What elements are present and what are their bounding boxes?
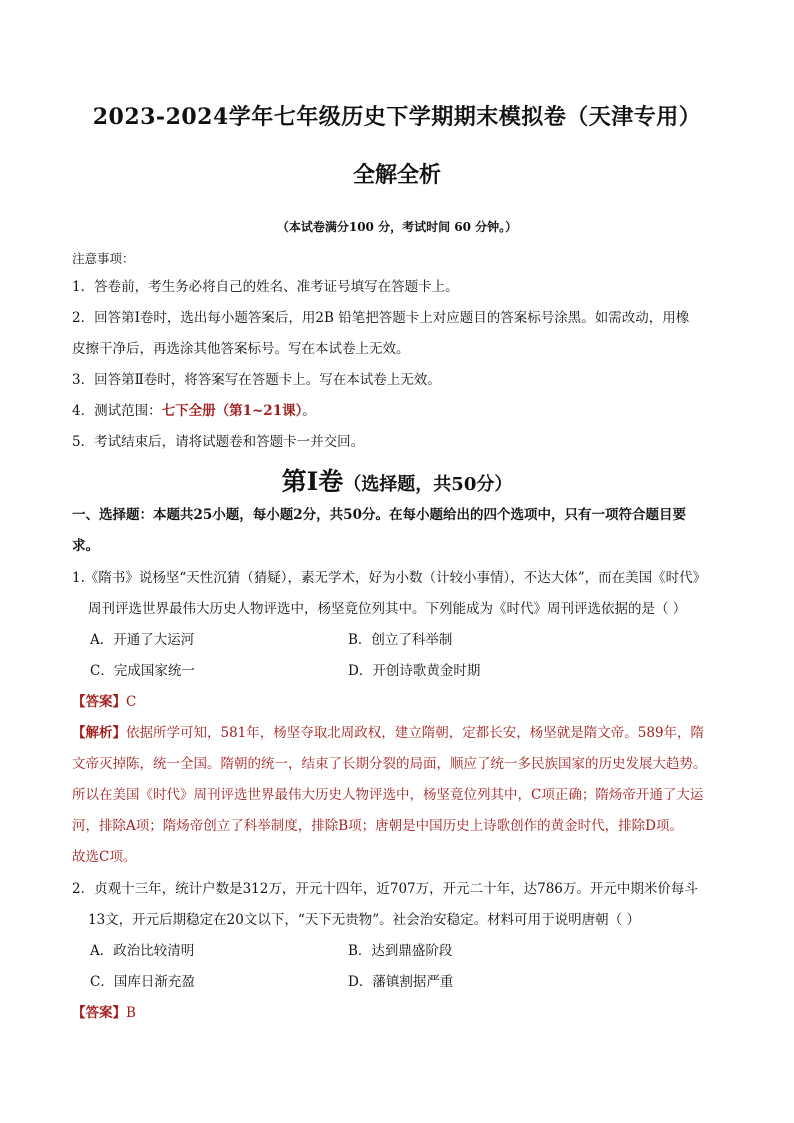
q1-analysis-line-3: 所以在美国《时代》周刊评选世界最伟大历史人物评选中，杨坚竟位列其中，C项正确；隋炀帝开通了大运 [72, 787, 704, 803]
answer-tag: 【答案】 [72, 694, 126, 710]
q1-analysis-line-1 [72, 723, 752, 743]
answer-tag: 【答案】 [72, 1005, 126, 1021]
q1-analysis-line-4: 河，排除A项；隋炀帝创立了科举制度，排除B项；唐朝是中国历史上诗歌创作的黄金时代，排除D项。 [72, 818, 683, 834]
section-heading [0, 462, 794, 498]
q1-answer-value: C [126, 694, 137, 710]
q2-option-b: B．达到鼎盛阶段 [348, 943, 453, 959]
q1-option-d: D．开创诗歌黄金时期 [348, 663, 481, 679]
page-subtitle: 全解全析 [352, 162, 441, 188]
page-title: 2023-2024学年七年级历史下学期期末模拟卷（天津专用） [92, 104, 702, 130]
exam-note: （本试卷满分100 分，考试时间 60 分钟。） [276, 220, 518, 234]
q1-stem-line-1: 1.《隋书》说杨坚“天性沉猜（猜疑），素无学术，好为小数（计较小事情），不达大体”，而在美国《时代》 [72, 570, 707, 586]
q2-option-a: A．政治比较清明 [90, 943, 195, 959]
analysis-tag: 【解析】 [72, 725, 126, 741]
notice-item-4-prefix: 4．测试范围： [72, 403, 162, 419]
q2-answer-value: B [126, 1005, 136, 1021]
q1-analysis-line-2: 文帝灭掉陈，统一全国。隋朝的统一，结束了长期分裂的局面，顺应了统一多民族国家的历史发展大趋势。 [72, 756, 707, 772]
q1-analysis-line-5: 故选C项。 [72, 849, 137, 865]
q2-option-d: D．藩镇割据严重 [348, 974, 454, 990]
test-range: 七下全册（第1~21课） [161, 403, 303, 419]
q1-option-a: A．开通了大运河 [90, 632, 195, 648]
section-intro-line-1: 一、选择题：本题共25小题，每小题2分，共50分。在每小题给出的四个选项中，只有一项符合题目要 [72, 507, 686, 523]
q2-answer [72, 1003, 752, 1023]
q2-option-c: C．国库日渐充盈 [90, 974, 195, 990]
section-title: 第Ⅰ卷 [281, 467, 344, 496]
notice-heading: 注意事项： [72, 251, 135, 266]
q1-analysis-text-1: 依据所学可知，581年，杨坚夺取北周政权，建立隋朝，定都长安，杨坚就是隋文帝。589年，隋 [126, 725, 705, 741]
notice-item-2-line-1: 2．回答第Ⅰ卷时，选出每小题答案后，用2B 铅笔把答题卡上对应题目的答案标号涂黑。如需改动，用橡 [72, 310, 690, 326]
section-subtitle: （选择题，共50分） [343, 474, 513, 495]
notice-item-4-suffix: 。 [302, 403, 316, 419]
section-intro-line-2: 求。 [72, 538, 99, 554]
q1-option-b: B．创立了科举制 [348, 632, 453, 648]
notice-item-1: 1．答卷前，考生务必将自己的姓名、准考证号填写在答题卡上。 [72, 279, 459, 295]
q2-stem-line-1: 2．贞观十三年，统计户数是312万，开元十四年，近707万，开元二十年，达786万。开元中期米价每斗 [72, 881, 698, 897]
notice-item-2-line-2: 皮擦干净后，再选涂其他答案标号。写在本试卷上无效。 [72, 341, 410, 357]
notice-item-4 [72, 401, 752, 421]
notice-item-5: 5．考试结束后，请将试题卷和答题卡一并交回。 [72, 434, 365, 450]
q1-option-c: C．完成国家统一 [90, 663, 195, 679]
q1-stem-line-2: 周刊评选世界最伟大历史人物评选中，杨坚竟位列其中。下列能成为《时代》周刊评选依据的是（ ） [88, 601, 687, 617]
notice-item-3: 3．回答第Ⅱ卷时，将答案写在答题卡上。写在本试卷上无效。 [72, 372, 441, 388]
q2-stem-line-2: 13文，开元后期稳定在20文以下，“天下无贵物”。社会治安稳定。材料可用于说明唐朝（ ） [88, 912, 640, 928]
q1-answer [72, 692, 752, 712]
